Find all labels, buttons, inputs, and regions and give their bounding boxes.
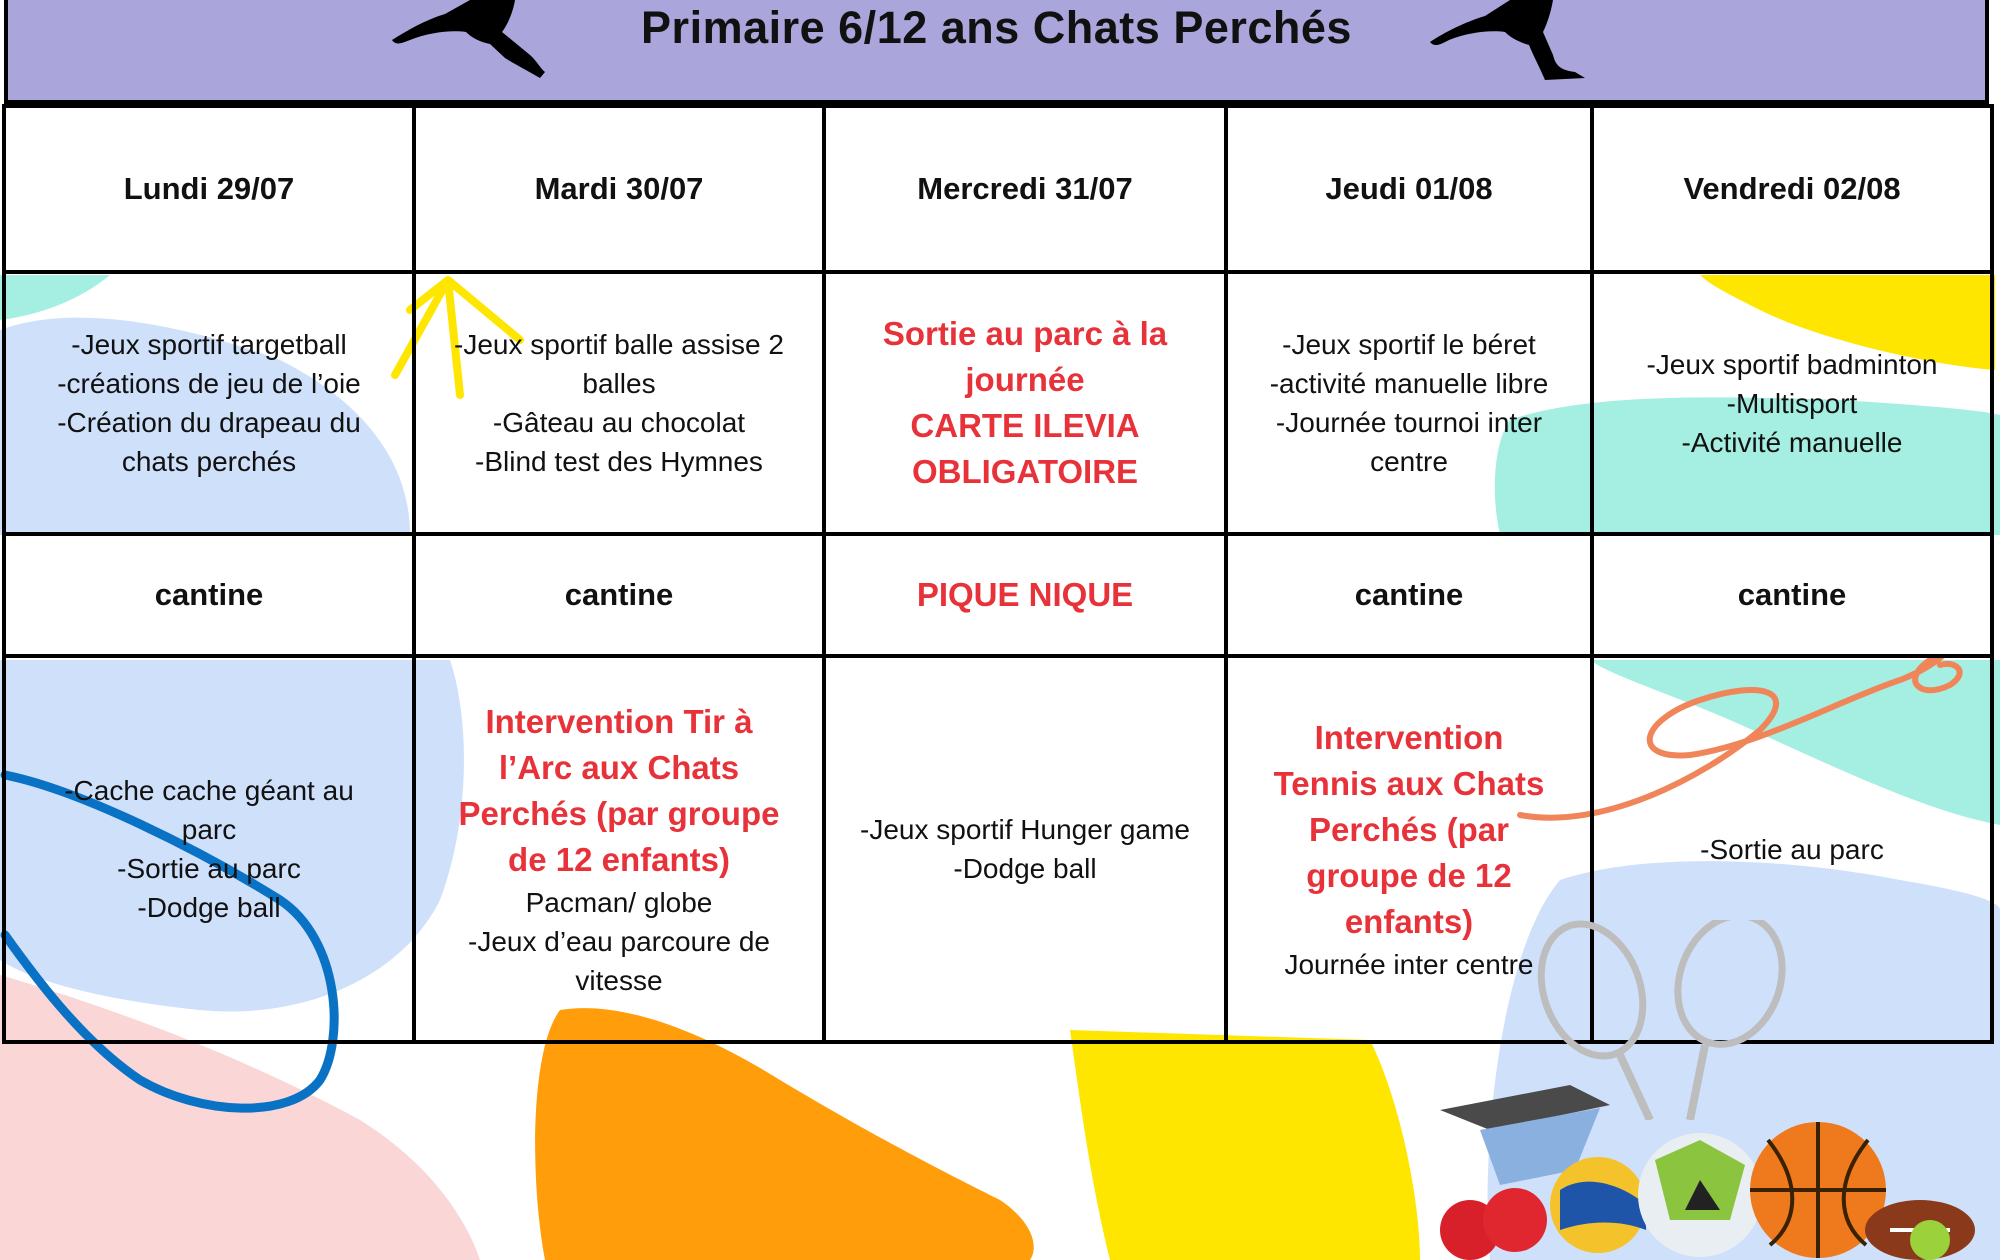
activity-line: chats perchés <box>121 446 297 477</box>
morning-cell <box>1592 272 1992 534</box>
activity-line: -Jeux sportif le béret <box>1282 329 1536 360</box>
activity-line: vitesse <box>575 964 663 996</box>
day-header: Mardi 30/07 <box>414 106 824 272</box>
lunch-cell: cantine <box>1226 534 1592 656</box>
highlight-line: groupe de 12 <box>1306 856 1512 894</box>
day-header: Vendredi 02/08 <box>1592 106 1992 272</box>
activity-line: -Multisport <box>1726 387 1858 419</box>
highlight-line: journée <box>965 361 1085 398</box>
highlight-line: de 12 enfants) <box>508 840 730 878</box>
schedule-table <box>2 104 1994 1044</box>
orange-blob <box>535 1008 1034 1260</box>
days-row <box>4 106 1992 272</box>
lunch-cell: cantine <box>414 534 824 656</box>
activity-line: -Gâteau au chocolat <box>492 407 746 438</box>
activity-line: -Sortie au parc <box>117 853 301 884</box>
morning-cell <box>1226 272 1592 534</box>
activity-line: -Blind test des Hymnes <box>475 446 763 477</box>
highlight-line: Perchés (par groupe <box>458 794 780 832</box>
activity-line: -Création du drapeau du <box>57 407 361 438</box>
activity-line: -créations de jeu de l’oie <box>57 368 361 399</box>
activity-line: Pacman/ globe <box>525 886 713 918</box>
header-banner <box>4 0 1989 104</box>
highlight-line: l’Arc aux Chats <box>498 748 740 786</box>
sports-balls-icon <box>1400 1080 2000 1260</box>
afternoon-cell <box>824 656 1226 1042</box>
activity-line: -Journée tournoi inter <box>1275 407 1543 438</box>
activity-line: -Jeux sportif balle assise 2 <box>454 329 784 360</box>
activity-line: Journée inter centre <box>1284 948 1534 980</box>
running-person-icon <box>1425 0 1590 84</box>
morning-cell <box>824 272 1226 534</box>
highlight-line: OBLIGATOIRE <box>911 453 1139 490</box>
morning-cell <box>4 272 414 534</box>
activity-line: -Dodge ball <box>137 892 281 923</box>
activity-line: -Jeux d’eau parcoure de <box>468 925 770 957</box>
activity-line: parc <box>181 814 237 845</box>
activity-line: balles <box>582 368 656 399</box>
running-person-icon <box>390 0 550 84</box>
activity-line: centre <box>1370 446 1448 477</box>
afternoon-cell <box>414 656 824 1042</box>
activity-line: -Sortie au parc <box>1700 833 1884 865</box>
highlight-line: Tennis aux Chats <box>1273 764 1545 802</box>
day-header: Jeudi 01/08 <box>1226 106 1592 272</box>
afternoon-cell <box>4 656 414 1042</box>
activity-line: -Jeux sportif targetball <box>71 329 347 360</box>
morning-row <box>4 272 1992 534</box>
activity-line: -Jeux sportif badminton <box>1646 348 1938 380</box>
highlight-line: CARTE ILEVIA <box>910 407 1140 444</box>
highlight-line: Perchés (par <box>1309 810 1509 848</box>
activity-line: -Cache cache géant au <box>64 775 354 806</box>
page-title: Primaire 6/12 ans Chats Perchés <box>641 2 1352 53</box>
activity-line: -Dodge ball <box>953 853 1097 884</box>
highlight-line: Intervention Tir à <box>485 702 753 740</box>
activity-line: -Activité manuelle <box>1681 426 1903 458</box>
activity-line: -activité manuelle libre <box>1269 368 1549 399</box>
yellow-blob-bottom <box>1070 1030 1420 1260</box>
morning-cell <box>414 272 824 534</box>
activity-line: -Jeux sportif Hunger game <box>860 814 1190 845</box>
lunch-cell: cantine <box>4 534 414 656</box>
day-header: Lundi 29/07 <box>4 106 414 272</box>
highlight-line: enfants) <box>1344 902 1474 940</box>
highlight-line: Sortie au parc à la <box>882 315 1168 352</box>
lunch-row <box>4 534 1992 656</box>
day-header: Mercredi 31/07 <box>824 106 1226 272</box>
lunch-cell: cantine <box>1592 534 1992 656</box>
highlight-line: Intervention <box>1314 718 1504 756</box>
lunch-cell: PIQUE NIQUE <box>824 534 1226 656</box>
